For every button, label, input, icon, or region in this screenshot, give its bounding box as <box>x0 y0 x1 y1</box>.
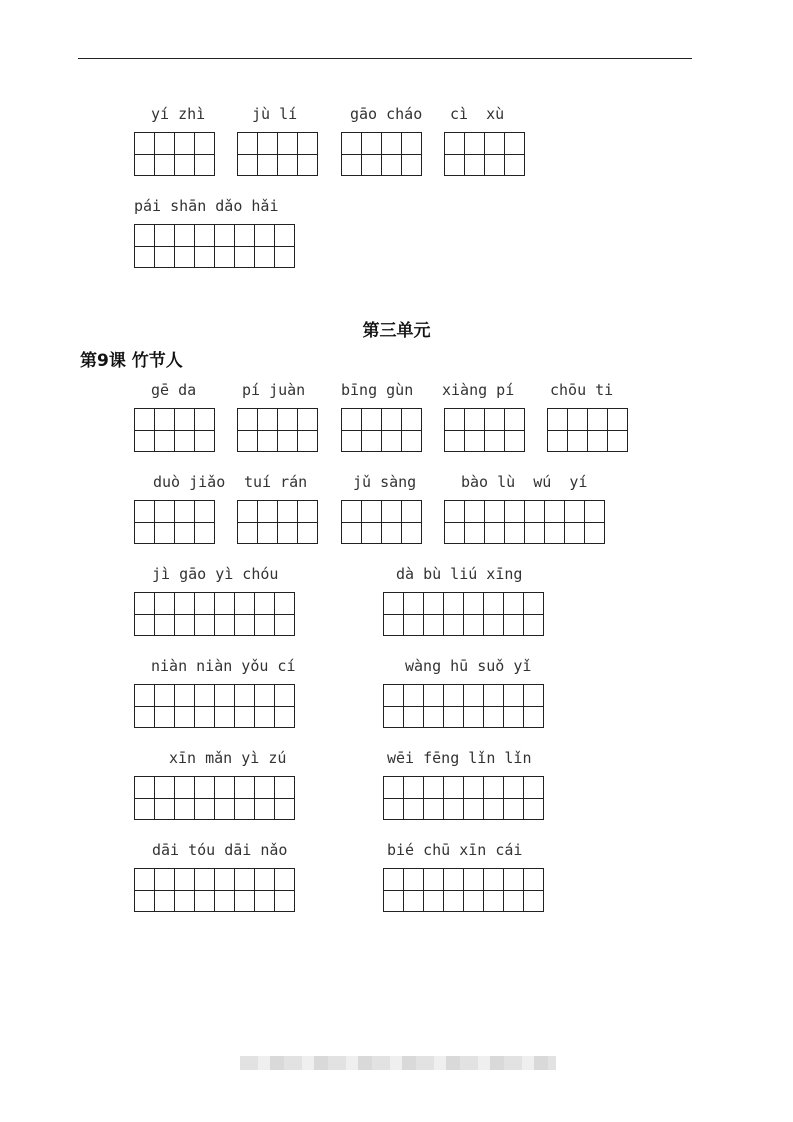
writing-cell[interactable] <box>175 132 195 176</box>
writing-grid[interactable] <box>444 408 525 452</box>
writing-cell[interactable] <box>215 776 235 820</box>
writing-cell[interactable] <box>548 408 568 452</box>
writing-cell[interactable] <box>382 408 402 452</box>
writing-cell[interactable] <box>255 684 275 728</box>
writing-cell[interactable] <box>275 224 295 268</box>
writing-grid[interactable] <box>383 776 544 820</box>
writing-cell[interactable] <box>195 224 215 268</box>
writing-cell[interactable] <box>524 868 544 912</box>
writing-cell[interactable] <box>278 132 298 176</box>
writing-cell[interactable] <box>238 408 258 452</box>
pinyin-label: gāo cháo <box>350 105 423 123</box>
writing-cell[interactable] <box>485 500 505 544</box>
writing-cell[interactable] <box>195 592 215 636</box>
writing-cell[interactable] <box>362 132 382 176</box>
writing-grid[interactable] <box>134 868 295 912</box>
pinyin-label: bié chū xīn cái <box>387 841 523 859</box>
writing-cell[interactable] <box>402 500 422 544</box>
writing-cell[interactable] <box>464 684 484 728</box>
writing-grid[interactable] <box>237 500 318 544</box>
writing-cell[interactable] <box>445 500 465 544</box>
writing-cell[interactable] <box>235 592 255 636</box>
writing-cell[interactable] <box>278 408 298 452</box>
writing-cell[interactable] <box>235 776 255 820</box>
writing-cell[interactable] <box>504 592 524 636</box>
writing-cell[interactable] <box>404 684 424 728</box>
writing-grid[interactable] <box>383 868 544 912</box>
writing-cell[interactable] <box>384 684 404 728</box>
watermark <box>240 1056 556 1070</box>
writing-grid[interactable] <box>134 684 295 728</box>
writing-cell[interactable] <box>175 776 195 820</box>
writing-cell[interactable] <box>404 592 424 636</box>
writing-cell[interactable] <box>255 224 275 268</box>
pinyin-label: niàn niàn yǒu cí <box>151 657 296 675</box>
writing-cell[interactable] <box>384 868 404 912</box>
pinyin-label: jù lí <box>252 105 298 123</box>
lesson-title: 第9课 竹节人 <box>80 351 183 371</box>
pinyin-label: jǔ sàng <box>353 473 417 491</box>
writing-cell[interactable] <box>195 868 215 912</box>
writing-cell[interactable] <box>195 408 215 452</box>
pinyin-label: duò jiǎo <box>153 473 226 491</box>
writing-cell[interactable] <box>444 684 464 728</box>
writing-grid[interactable] <box>134 592 295 636</box>
writing-cell[interactable] <box>175 868 195 912</box>
writing-grid[interactable] <box>444 132 525 176</box>
writing-grid[interactable] <box>383 592 544 636</box>
writing-cell[interactable] <box>484 592 504 636</box>
writing-cell[interactable] <box>175 684 195 728</box>
writing-grid[interactable] <box>134 132 215 176</box>
writing-cell[interactable] <box>275 868 295 912</box>
writing-cell[interactable] <box>258 132 278 176</box>
writing-cell[interactable] <box>155 776 175 820</box>
writing-cell[interactable] <box>155 132 175 176</box>
writing-cell[interactable] <box>135 132 155 176</box>
writing-cell[interactable] <box>215 868 235 912</box>
writing-cell[interactable] <box>362 500 382 544</box>
pinyin-label: dāi tóu dāi nǎo <box>152 841 288 859</box>
writing-cell[interactable] <box>382 500 402 544</box>
writing-cell[interactable] <box>444 776 464 820</box>
writing-cell[interactable] <box>362 408 382 452</box>
writing-cell[interactable] <box>342 132 362 176</box>
pinyin-label: pái shān dǎo hǎi <box>134 197 279 215</box>
pinyin-label: wàng hū suǒ yǐ <box>405 657 532 675</box>
pinyin-label: xiàng pí <box>442 381 515 399</box>
writing-cell[interactable] <box>424 868 444 912</box>
pinyin-label: pí juàn <box>242 381 306 399</box>
writing-cell[interactable] <box>195 684 215 728</box>
writing-cell[interactable] <box>485 132 505 176</box>
pinyin-label: bīng gùn <box>341 381 414 399</box>
writing-cell[interactable] <box>382 132 402 176</box>
writing-cell[interactable] <box>524 776 544 820</box>
writing-cell[interactable] <box>504 868 524 912</box>
writing-cell[interactable] <box>484 868 504 912</box>
writing-cell[interactable] <box>464 868 484 912</box>
writing-cell[interactable] <box>195 500 215 544</box>
pinyin-label: dà bù liú xīng <box>396 565 523 583</box>
writing-cell[interactable] <box>215 224 235 268</box>
writing-cell[interactable] <box>465 408 485 452</box>
writing-cell[interactable] <box>545 500 565 544</box>
writing-cell[interactable] <box>444 868 464 912</box>
writing-cell[interactable] <box>175 224 195 268</box>
writing-cell[interactable] <box>445 132 465 176</box>
writing-cell[interactable] <box>404 776 424 820</box>
writing-cell[interactable] <box>524 592 544 636</box>
pinyin-label: bào lù wú yí <box>461 473 588 491</box>
writing-cell[interactable] <box>135 500 155 544</box>
writing-cell[interactable] <box>524 684 544 728</box>
writing-cell[interactable] <box>568 408 588 452</box>
writing-cell[interactable] <box>135 592 155 636</box>
writing-cell[interactable] <box>195 776 215 820</box>
writing-cell[interactable] <box>195 132 215 176</box>
writing-cell[interactable] <box>484 684 504 728</box>
writing-cell[interactable] <box>255 868 275 912</box>
writing-grid[interactable] <box>134 408 215 452</box>
pinyin-label: cì xù <box>450 105 505 123</box>
writing-cell[interactable] <box>298 500 318 544</box>
writing-cell[interactable] <box>235 868 255 912</box>
writing-grid[interactable] <box>547 408 628 452</box>
writing-cell[interactable] <box>298 132 318 176</box>
writing-cell[interactable] <box>278 500 298 544</box>
writing-grid[interactable] <box>444 500 605 544</box>
writing-cell[interactable] <box>258 500 278 544</box>
writing-cell[interactable] <box>402 132 422 176</box>
writing-grid[interactable] <box>341 132 422 176</box>
writing-cell[interactable] <box>484 776 504 820</box>
writing-cell[interactable] <box>505 408 525 452</box>
writing-cell[interactable] <box>445 408 465 452</box>
writing-cell[interactable] <box>402 408 422 452</box>
writing-cell[interactable] <box>155 408 175 452</box>
writing-grid[interactable] <box>134 224 295 268</box>
writing-cell[interactable] <box>485 408 505 452</box>
writing-cell[interactable] <box>155 224 175 268</box>
writing-cell[interactable] <box>175 500 195 544</box>
writing-cell[interactable] <box>238 500 258 544</box>
writing-cell[interactable] <box>155 868 175 912</box>
writing-cell[interactable] <box>504 776 524 820</box>
writing-cell[interactable] <box>155 500 175 544</box>
writing-cell[interactable] <box>404 868 424 912</box>
pinyin-label: wēi fēng lǐn lǐn <box>387 749 532 767</box>
writing-cell[interactable] <box>235 684 255 728</box>
writing-grid[interactable] <box>237 408 318 452</box>
header-rule <box>78 58 692 59</box>
writing-cell[interactable] <box>275 684 295 728</box>
writing-cell[interactable] <box>135 224 155 268</box>
writing-cell[interactable] <box>504 684 524 728</box>
writing-cell[interactable] <box>255 776 275 820</box>
writing-cell[interactable] <box>465 132 485 176</box>
writing-cell[interactable] <box>135 408 155 452</box>
writing-cell[interactable] <box>155 592 175 636</box>
writing-cell[interactable] <box>215 592 235 636</box>
writing-cell[interactable] <box>384 592 404 636</box>
writing-cell[interactable] <box>424 684 444 728</box>
writing-cell[interactable] <box>384 776 404 820</box>
writing-cell[interactable] <box>342 408 362 452</box>
writing-cell[interactable] <box>464 776 484 820</box>
writing-cell[interactable] <box>464 592 484 636</box>
writing-cell[interactable] <box>135 684 155 728</box>
writing-cell[interactable] <box>238 132 258 176</box>
writing-cell[interactable] <box>175 408 195 452</box>
pinyin-label: gē da <box>151 381 197 399</box>
writing-cell[interactable] <box>565 500 585 544</box>
writing-cell[interactable] <box>424 776 444 820</box>
writing-cell[interactable] <box>255 592 275 636</box>
writing-cell[interactable] <box>588 408 608 452</box>
pinyin-label: yí zhì <box>151 105 206 123</box>
writing-cell[interactable] <box>135 776 155 820</box>
writing-cell[interactable] <box>235 224 255 268</box>
writing-cell[interactable] <box>424 592 444 636</box>
writing-grid[interactable] <box>341 408 422 452</box>
pinyin-label: tuí rán <box>244 473 308 491</box>
writing-grid[interactable] <box>383 684 544 728</box>
writing-grid[interactable] <box>237 132 318 176</box>
writing-cell[interactable] <box>444 592 464 636</box>
writing-cell[interactable] <box>275 776 295 820</box>
writing-cell[interactable] <box>608 408 628 452</box>
unit-title: 第三单元 <box>362 321 431 341</box>
writing-cell[interactable] <box>215 684 235 728</box>
pinyin-label: chōu ti <box>550 381 614 399</box>
writing-cell[interactable] <box>298 408 318 452</box>
writing-cell[interactable] <box>135 868 155 912</box>
writing-cell[interactable] <box>505 132 525 176</box>
writing-grid[interactable] <box>341 500 422 544</box>
writing-cell[interactable] <box>585 500 605 544</box>
writing-cell[interactable] <box>525 500 545 544</box>
writing-cell[interactable] <box>465 500 485 544</box>
writing-cell[interactable] <box>155 684 175 728</box>
writing-cell[interactable] <box>505 500 525 544</box>
writing-cell[interactable] <box>342 500 362 544</box>
writing-cell[interactable] <box>258 408 278 452</box>
writing-grid[interactable] <box>134 776 295 820</box>
writing-grid[interactable] <box>134 500 215 544</box>
pinyin-label: xīn mǎn yì zú <box>169 749 287 767</box>
pinyin-label: jì gāo yì chóu <box>152 565 279 583</box>
writing-cell[interactable] <box>175 592 195 636</box>
writing-cell[interactable] <box>275 592 295 636</box>
